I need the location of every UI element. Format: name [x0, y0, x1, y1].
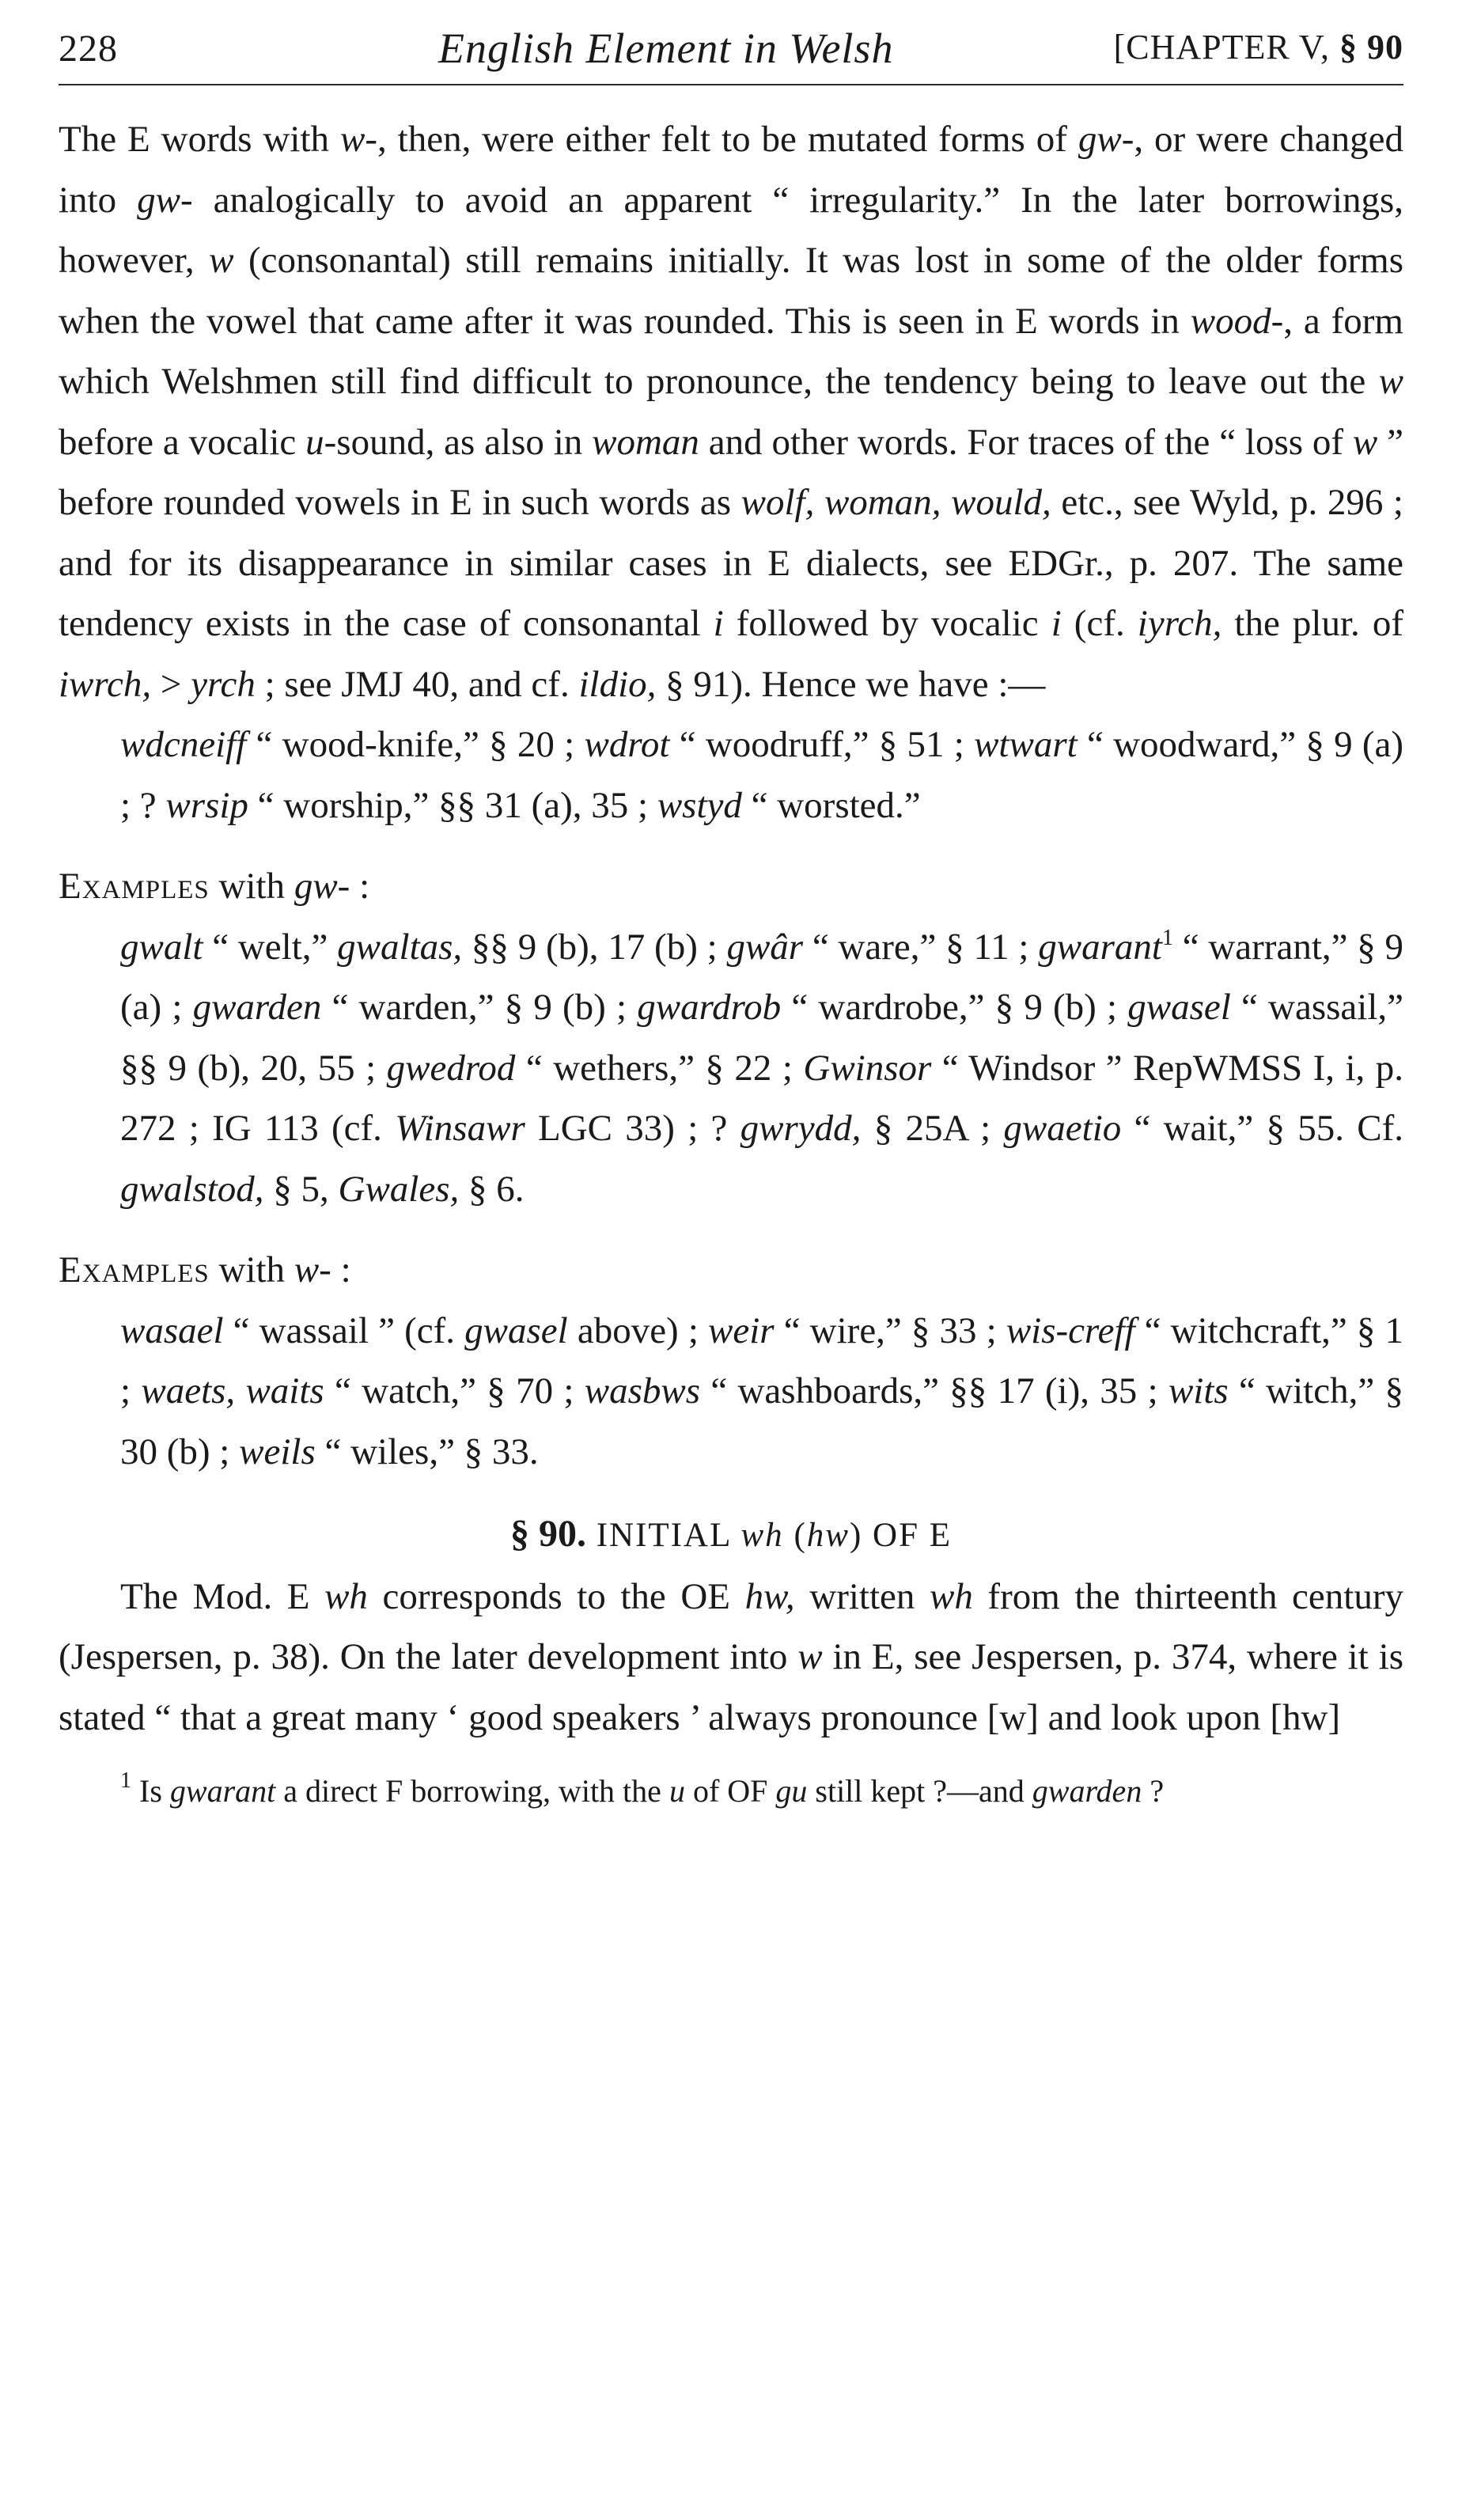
section-ref: § 90	[1339, 28, 1403, 66]
text-run: “ woodruff,” § 51 ;	[669, 724, 975, 765]
italic-term: i	[713, 603, 724, 644]
italic-term: hw,	[744, 1575, 795, 1617]
footnote-marker: 1	[1161, 925, 1173, 950]
italic-term: wstyd	[657, 784, 742, 826]
italic-term: weils	[239, 1431, 316, 1472]
text-run: The Mod. E	[120, 1575, 325, 1617]
italic-term: i	[1051, 603, 1062, 644]
text-run: “ Windsor ” RepWMSS I, i, p. 272 ; IG 113 (cf.	[120, 1047, 1403, 1149]
chapter-reference	[1114, 27, 1403, 67]
italic-term: waets, waits	[141, 1370, 324, 1412]
text-run: before a vocalic	[59, 421, 306, 463]
text-run: “ warrant,” § 9 (a) ;	[120, 926, 1404, 1028]
text-run: “ wassail ” (cf.	[223, 1309, 465, 1351]
page-number: 228	[59, 28, 118, 70]
footnote	[59, 1768, 1403, 1814]
italic-term: gwasel	[464, 1309, 568, 1351]
w-word-list	[59, 714, 1403, 836]
italic-term: gu	[775, 1773, 808, 1809]
text-run: above) ;	[567, 1309, 709, 1351]
text-run: “ witch,” § 30 (b) ;	[120, 1370, 1403, 1472]
italic-term: wasael	[120, 1309, 224, 1351]
text-run: , a form which Welshmen still find difficult to pronounce, the tendency being to leave out the	[59, 300, 1403, 402]
italic-term: gwarden	[1032, 1773, 1142, 1809]
italic-term: gwâr	[726, 926, 804, 968]
examples-w-heading	[59, 1240, 1403, 1301]
text-run: corresponds to the OE	[367, 1575, 745, 1617]
italic-term: gwarden	[192, 987, 322, 1028]
italic-term: gw-	[137, 179, 193, 221]
text-run: :	[331, 1249, 351, 1290]
italic-term: wits	[1168, 1370, 1229, 1412]
text-run: in E, see Jespersen, p. 374, where it is stated “ that a great many ‘ good speakers ’ always pronounce [w] and look upon [hw]	[59, 1636, 1403, 1738]
italic-term: wdrot	[584, 724, 670, 765]
running-title: English Element in Welsh	[438, 25, 894, 72]
footnote-number: 1	[120, 1768, 131, 1793]
italic-term: gwarant	[169, 1773, 276, 1809]
text-run: ” before rounded vowels in E in such words as	[59, 421, 1403, 523]
italic-term: gwaltas,	[337, 926, 463, 968]
text-run: , then, were either felt to be mutated forms of	[377, 119, 1078, 160]
text-run: “ wassail,” §§ 9 (b), 20, 55 ;	[120, 987, 1403, 1089]
text-run: Is	[131, 1773, 170, 1809]
text-run: with	[209, 1249, 294, 1290]
text-run: “ ware,” § 11 ;	[803, 926, 1039, 968]
text-run: “ worship,” §§ 31 (a), 35 ;	[248, 784, 657, 826]
text-run: INITIAL	[596, 1517, 741, 1554]
text-run: the plur. of	[1221, 603, 1403, 644]
text-run: , or were changed into	[59, 119, 1403, 221]
text-run: “ warden,” § 9 (b) ;	[321, 987, 638, 1028]
italic-term: gwardrob	[637, 987, 782, 1028]
text-run: and other words. For traces of the “ loss of	[699, 421, 1353, 463]
italic-term: wh	[740, 1517, 784, 1554]
italic-term: wh	[324, 1575, 368, 1617]
text-run: (cf.	[1061, 603, 1138, 644]
text-run: “ wood-knife,” § 20 ;	[246, 724, 585, 765]
text-run: (	[783, 1517, 807, 1554]
italic-term: w	[209, 240, 234, 281]
book-page	[59, 19, 1403, 1814]
text-run: still kept ?—and	[807, 1773, 1032, 1809]
italic-term: w-	[339, 119, 377, 160]
text-run: (consonantal) still remains initially. It was lost in some of the older forms when the vowel that came after it was rounded. This is seen in E words in	[59, 240, 1403, 342]
italic-term: woman	[592, 421, 699, 463]
section-90-heading: § 90. INITIAL wh (hw) OF E	[509, 1513, 953, 1555]
text-run: §§ 9 (b), 17 (b) ;	[462, 926, 727, 968]
italic-term: w-	[294, 1249, 331, 1290]
examples-w-list	[59, 1301, 1403, 1483]
italic-term: weir	[708, 1309, 775, 1351]
text-run: “ washboards,” §§ 17 (i), 35 ;	[700, 1370, 1168, 1412]
text-run: § 91). Hence we have :—	[656, 663, 1046, 705]
text-run: analogically to avoid an apparent “ irregularity.” In the later borrowings, however,	[59, 179, 1403, 281]
italic-term: Winsawr	[395, 1108, 525, 1149]
italic-term: yrch	[191, 663, 256, 705]
text-run: § 25A ;	[861, 1108, 1004, 1149]
italic-term: wasbws	[584, 1370, 701, 1412]
italic-term: wolf, woman, would,	[740, 482, 1051, 523]
italic-term: wood-	[1190, 300, 1284, 342]
text-run: “ welt,”	[203, 926, 338, 968]
italic-term: gw-	[1078, 119, 1134, 160]
text-run: “ wardrobe,” § 9 (b) ;	[781, 987, 1128, 1028]
italic-term: gwalt	[120, 926, 203, 968]
text-run: ; see JMJ 40, and cf.	[255, 663, 579, 705]
text-run: -sound, as also in	[324, 421, 593, 463]
italic-term: wis-creff	[1006, 1309, 1135, 1351]
italic-term: wtwart	[974, 724, 1078, 765]
text-run: ?	[1142, 1773, 1165, 1809]
text-run: “ worsted.”	[741, 784, 921, 826]
text-run: § 5,	[263, 1168, 339, 1210]
text-run: “ woodward,” § 9 (a) ; ?	[120, 724, 1404, 826]
text-run: LGC 33) ; ?	[525, 1108, 740, 1149]
text-run: The E words with	[59, 119, 340, 160]
running-header	[59, 19, 1403, 85]
paragraph-section-90	[59, 1567, 1403, 1749]
italic-term: gwrydd,	[740, 1108, 862, 1149]
italic-term: gw-	[294, 866, 350, 907]
italic-term: gwasel	[1127, 987, 1231, 1028]
examples-gw-list	[59, 917, 1403, 1220]
text-run: followed by vocalic	[723, 603, 1051, 644]
italic-term: wh	[929, 1575, 973, 1617]
text-run: of OF	[684, 1773, 776, 1809]
italic-term: ildio,	[578, 663, 657, 705]
text-run: >	[151, 663, 191, 705]
text-run: “ wait,” § 55. Cf.	[1121, 1108, 1403, 1149]
text-run: § 6.	[459, 1168, 525, 1210]
paragraph-w-words	[59, 109, 1403, 714]
examples-gw-heading	[59, 856, 1403, 917]
italic-term: w	[1352, 421, 1378, 463]
italic-term: gwalstod,	[120, 1168, 264, 1210]
text-run: written	[794, 1575, 930, 1617]
italic-term: w	[1378, 361, 1403, 402]
italic-term: gwedrod	[386, 1047, 516, 1089]
text-run: etc., see Wyld, p. 296 ; and for its disappearance in similar cases in E dialects, see EDGr., p. 207. The same tendency exists in the case of consonantal	[59, 482, 1403, 644]
text-run: ) OF E	[849, 1517, 953, 1554]
italic-term: u	[669, 1773, 685, 1809]
italic-term: w	[797, 1636, 823, 1677]
chapter-ref-text: [CHAPTER V,	[1113, 28, 1330, 66]
text-run: :	[350, 866, 370, 907]
text-run: a direct F borrowing, with the	[275, 1773, 669, 1809]
text-run: “ wiles,” § 33.	[315, 1431, 539, 1472]
text-run: “ witchcraft,” § 1 ;	[120, 1309, 1404, 1412]
italic-term: Gwales,	[338, 1168, 460, 1210]
italic-term: Gwinsor	[803, 1047, 932, 1089]
page-body	[59, 109, 1403, 1814]
italic-term: iyrch,	[1137, 603, 1222, 644]
italic-term: iwrch,	[59, 663, 152, 705]
text-run: “ watch,” § 70 ;	[324, 1370, 585, 1412]
text-run: Examples	[59, 1249, 210, 1290]
text-run: Examples	[59, 866, 210, 907]
italic-term: hw	[806, 1517, 850, 1554]
italic-term: gwaetio	[1003, 1108, 1122, 1149]
text-run: with	[209, 866, 294, 907]
text-run: “ wire,” § 33 ;	[774, 1309, 1006, 1351]
text-run: from the thirteenth century (Jespersen, p. 38). On the later development into	[59, 1575, 1403, 1677]
italic-term: u	[305, 421, 324, 463]
text-run: “ wethers,” § 22 ;	[515, 1047, 804, 1089]
italic-term: wrsip	[165, 784, 248, 826]
italic-term: gwarant	[1038, 926, 1162, 968]
italic-term: wdcneiff	[120, 724, 247, 765]
